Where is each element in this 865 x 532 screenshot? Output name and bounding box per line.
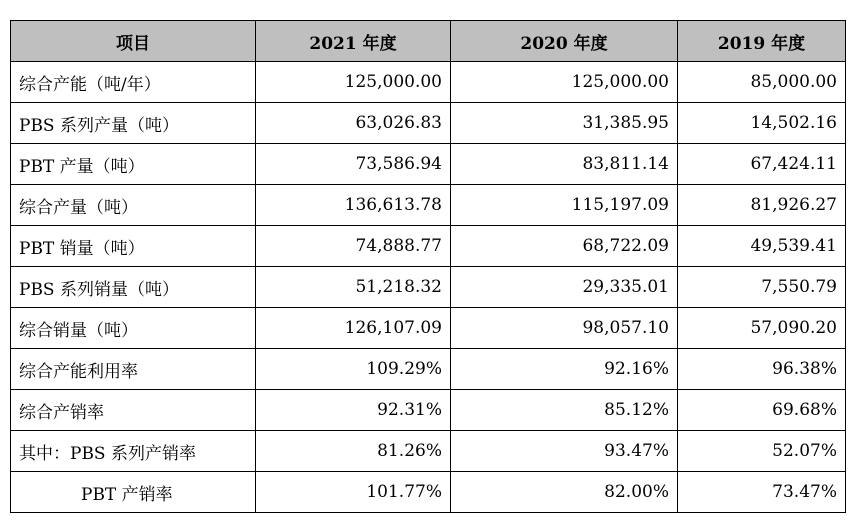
table-row [11,390,846,431]
cell-2021: 92.31% [256,390,451,431]
table-row [11,144,846,185]
table-row [11,185,846,226]
cell-2019: 81,926.27 [678,185,846,226]
cell-2019: 52.07% [678,431,846,472]
table-row [11,308,846,349]
table-row [11,267,846,308]
table-header-row [11,21,846,62]
cell-2021: 74,888.77 [256,226,451,267]
header-item: 项目 [11,21,256,62]
header-2020: 2020 年度 [451,21,678,62]
cell-2019: 67,424.11 [678,144,846,185]
row-label: 其中：PBS 系列产销率 [11,431,256,472]
cell-2019: 7,550.79 [678,267,846,308]
cell-2019: 96.38% [678,349,846,390]
table-row [11,472,846,513]
row-label: 综合产销率 [11,390,256,431]
cell-2020: 29,335.01 [451,267,678,308]
table-row [11,349,846,390]
table-row [11,62,846,103]
cell-2019: 69.68% [678,390,846,431]
cell-2020: 98,057.10 [451,308,678,349]
cell-2021: 136,613.78 [256,185,451,226]
row-label: 综合销量（吨） [11,308,256,349]
row-label: 综合产能利用率 [11,349,256,390]
cell-2021: 109.29% [256,349,451,390]
row-label: PBS 系列销量（吨） [11,267,256,308]
production-sales-table [10,20,846,513]
cell-2020: 85.12% [451,390,678,431]
row-label: 综合产能（吨/年） [11,62,256,103]
cell-2020: 115,197.09 [451,185,678,226]
header-2021: 2021 年度 [256,21,451,62]
table-row [11,226,846,267]
cell-2020: 68,722.09 [451,226,678,267]
cell-2021: 125,000.00 [256,62,451,103]
cell-2020: 93.47% [451,431,678,472]
row-label: 综合产量（吨） [11,185,256,226]
cell-2020: 31,385.95 [451,103,678,144]
cell-2021: 101.77% [256,472,451,513]
cell-2020: 92.16% [451,349,678,390]
table-container [10,20,846,513]
cell-2020: 82.00% [451,472,678,513]
cell-2020: 83,811.14 [451,144,678,185]
cell-2021: 73,586.94 [256,144,451,185]
row-label: PBS 系列产量（吨） [11,103,256,144]
table-row [11,431,846,472]
cell-2020: 125,000.00 [451,62,678,103]
cell-2019: 14,502.16 [678,103,846,144]
table-row [11,103,846,144]
cell-2021: 81.26% [256,431,451,472]
cell-2021: 126,107.09 [256,308,451,349]
cell-2019: 49,539.41 [678,226,846,267]
cell-2019: 57,090.20 [678,308,846,349]
cell-2019: 73.47% [678,472,846,513]
cell-2021: 63,026.83 [256,103,451,144]
row-label: PBT 产量（吨） [11,144,256,185]
header-2019: 2019 年度 [678,21,846,62]
row-label: PBT 销量（吨） [11,226,256,267]
row-label: PBT 产销率 [11,472,256,513]
cell-2021: 51,218.32 [256,267,451,308]
cell-2019: 85,000.00 [678,62,846,103]
